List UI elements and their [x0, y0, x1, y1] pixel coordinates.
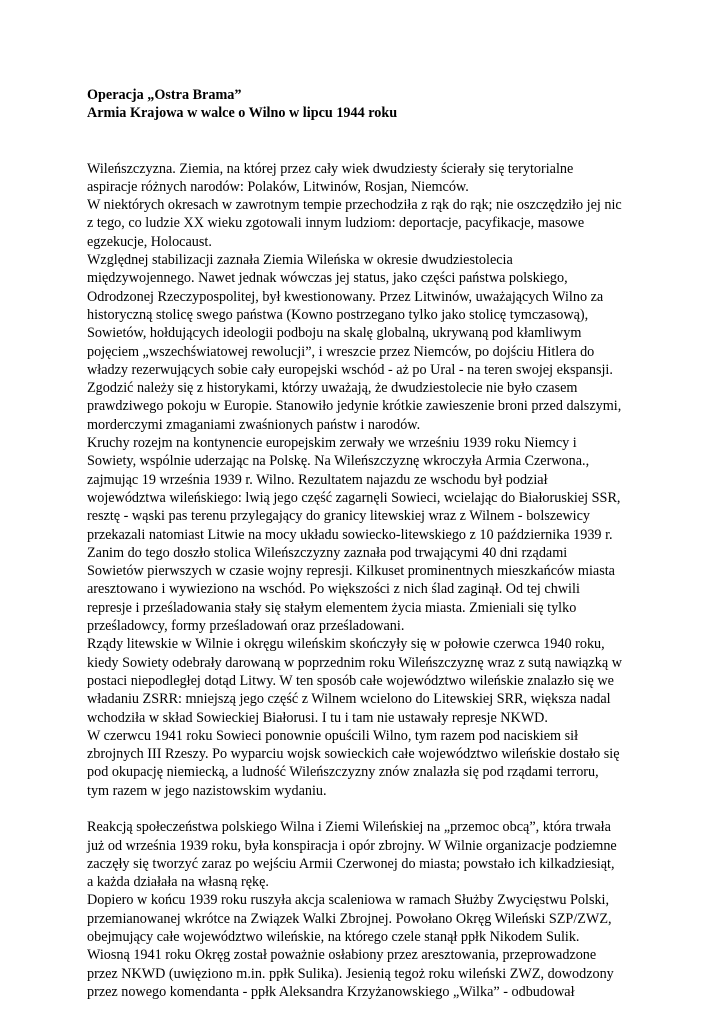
text-line: Względnej stabilizacji zaznała Ziemia Wileńska w okresie dwudziestolecia: [87, 252, 513, 269]
text-line: Zgodzić należy się z historykami, którzy uważają, że dwudziestolecie nie było czasem: [87, 380, 578, 397]
text-line: władaniu ZSRR: mniejszą jego część z Wilnem wcielono do Litewskiej SRR, większa nadal: [87, 691, 611, 708]
text-line: a każda działała na własną rękę.: [87, 874, 269, 891]
text-line: prześladowcy, formy prześladowań oraz prześladowani.: [87, 618, 405, 635]
text-line: zbrojnych III Rzeszy. Po wyparciu wojsk sowieckich całe województwo wileńskie dostało się: [87, 746, 620, 763]
text-line: prawdziwego pokoju w Europie. Stanowiło jedynie krótkie zawieszenie broni przed dalszymi,: [87, 398, 622, 415]
text-line: Wileńszczyzna. Ziemia, na której przez cały wiek dwudziesty ścierały się terytorialne: [87, 160, 574, 177]
text-line: represje i prześladowania stały się stałym elementem życia miasta. Zmieniali się tylko: [87, 599, 577, 616]
text-line: Sowietów, hołdujących ideologii podboju na skalę globalną, ukrywaną pod kłamliwym: [87, 325, 582, 342]
text-line: kiedy Sowiety odebrały darowaną w poprzednim roku Wileńszczyznę wraz z sutą nawiązką w: [87, 654, 622, 671]
document-body: [87, 160, 647, 1002]
text-line: egzekucje, Holocaust.: [87, 233, 212, 250]
paragraph-gap: [87, 800, 647, 818]
text-line: przez NKWD (uwięziono m.in. ppłk Sulika). Jesienią tegoż roku wileński ZWZ, dowodzony: [87, 965, 614, 982]
paragraph: [87, 251, 647, 434]
text-line: postaci niepodległej dotąd Litwy. W ten sposób całe województwo wileńskie znalazło się we: [87, 672, 614, 689]
text-line: przez nowego komendanta - ppłk Aleksandra Krzyżanowskiego „Wilka” - odbudował: [87, 983, 575, 1000]
text-line: województwa wileńskiego: lwią jego część zagarnęli Sowieci, wcielając do Białoruskiej SSR,: [87, 489, 621, 506]
paragraph: [87, 196, 647, 251]
text-line: Sowiety, wspólnie uderzając na Polskę. Na Wileńszczyznę wkroczyła Armia Czerwona.,: [87, 453, 590, 470]
text-line: międzywojennego. Nawet jednak wówczas jej status, jako części państwa polskiego,: [87, 270, 568, 287]
text-line: Wiosną 1941 roku Okręg został poważnie osłabiony przez aresztowania, przeprowadzone: [87, 947, 597, 964]
text-line: przemianowanej wkrótce na Związek Walki Zbrojnej. Powołano Okręg Wileński SZP/ZWZ,: [87, 910, 612, 927]
title-line-2: Armia Krajowa w walce o Wilno w lipcu 1944 roku: [87, 105, 398, 122]
text-line: Sowietów pierwszych w czasie wojny represji. Kilkuset prominentnych mieszkańców miasta: [87, 563, 615, 580]
text-line: W czerwcu 1941 roku Sowieci ponownie opuścili Wilno, tym razem pod naciskiem sił: [87, 727, 579, 744]
title-line-1: Operacja „Ostra Brama”: [87, 87, 242, 103]
text-line: zajmując 19 września 1939 r. Wilno. Rezultatem najazdu ze wschodu był podział: [87, 471, 548, 488]
text-line: Rządy litewskie w Wilnie i okręgu wileńskim skończyły się w połowie czerwca 1940 roku,: [87, 636, 605, 653]
text-line: Dopiero w końcu 1939 roku ruszyła akcja scaleniowa w ramach Służby Zwycięstwu Polski,: [87, 892, 610, 909]
text-line: pojęciem „wszechświatowej rewolucji”, i wreszcie przez Niemców, po dojściu Hitlera do: [87, 343, 595, 360]
text-line: aresztowano i wywieziono na wschód. Po większości z nich ślad zaginął. Od tej chwili: [87, 581, 580, 598]
paragraph: [87, 727, 647, 800]
text-line: historyczną stolicę swego państwa (Kowno postrzegano tylko jako stolicę tymczasową),: [87, 306, 589, 323]
text-line: W niektórych okresach w zawrotnym tempie przechodziła z rąk do rąk; nie oszczędziło jej nic: [87, 197, 622, 214]
paragraph: [87, 818, 647, 891]
text-line: z tego, co ludzie XX wieku zgotowali innym ludziom: deportacje, pacyfikacje, masowe: [87, 215, 585, 232]
text-line: tym razem w jego nazistowskim wydaniu.: [87, 782, 327, 799]
text-line: przekazali natomiast Litwie na mocy układu sowiecko-litewskiego z 10 października 1939 r.: [87, 526, 613, 543]
text-line: pod okupację niemiecką, a ludność Wileńszczyzny znów znalazła się pod rządami terroru,: [87, 764, 599, 781]
text-line: zaczęły się tworzyć zaraz po wejściu Armii Czerwonej do miasta; powstało ich kilkadziesiąt,: [87, 855, 615, 872]
text-line: Kruchy rozejm na kontynencie europejskim zerwały we wrześniu 1939 roku Niemcy i: [87, 435, 577, 452]
text-line: aspiracje różnych narodów: Polaków, Litwinów, Rosjan, Niemców.: [87, 178, 469, 195]
text-line: władzy rezerwujących sobie cały europejski wschód - aż po Ural - na teren swojej ekspansji.: [87, 361, 613, 378]
text-line: obejmujący całe województwo wileńskie, na którego czele stanął ppłk Nikodem Sulik.: [87, 929, 580, 946]
paragraph: [87, 434, 647, 635]
paragraph: [87, 635, 647, 726]
text-line: wchodziła w skład Sowieckiej Białorusi. I tu i tam nie ustawały represje NKWD.: [87, 709, 548, 726]
document-page: [87, 86, 647, 1001]
text-line: Reakcją społeczeństwa polskiego Wilna i Ziemi Wileńskiej na „przemoc obcą”, która trwała: [87, 819, 611, 836]
paragraph: [87, 891, 647, 1001]
text-line: Zanim do tego doszło stolica Wileńszczyzny zaznała pod trwającymi 40 dni rządami: [87, 544, 568, 561]
document-title: [87, 86, 647, 123]
text-line: Odrodzonej Rzeczypospolitej, był kwestionowany. Przez Litwinów, uważających Wilno za: [87, 288, 604, 305]
text-line: morderczymi zmaganiami zwaśnionych państw i narodów.: [87, 416, 421, 433]
text-line: już od września 1939 roku, była konspiracja i opór zbrojny. W Wilnie organizacje podziemne: [87, 837, 617, 854]
paragraph: [87, 160, 647, 197]
text-line: resztę - wąski pas terenu przylegający do granicy litewskiej wraz z Wilnem - bolszewicy: [87, 508, 591, 525]
